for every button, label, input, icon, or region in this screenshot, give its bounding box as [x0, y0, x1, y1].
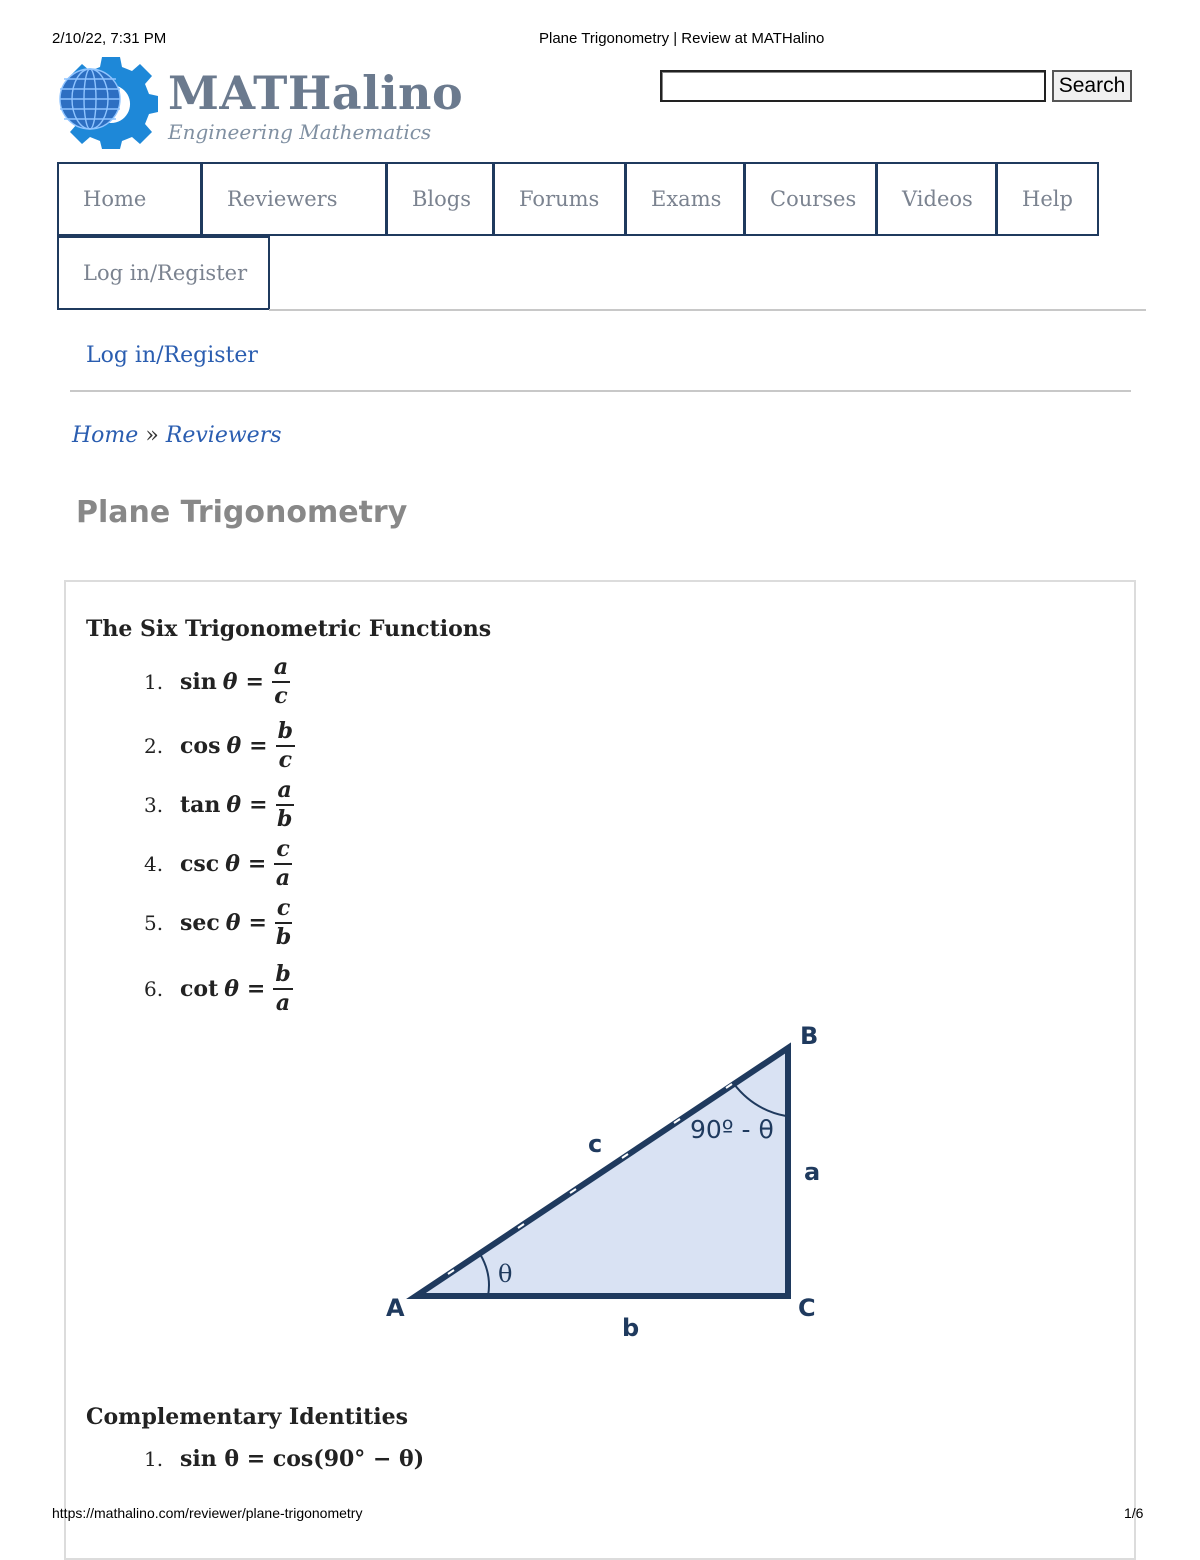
- identity-expression: sin θ = cos(90° − θ): [180, 1446, 425, 1472]
- fraction: [273, 960, 292, 1016]
- equals-sign: =: [246, 976, 266, 1002]
- nav-videos[interactable]: [876, 162, 997, 236]
- nav-label: Blogs: [412, 187, 472, 211]
- nav-label: Home: [83, 187, 147, 211]
- angle-b-label: 90º - θ: [690, 1115, 774, 1144]
- angle-theta-label: θ: [498, 1260, 513, 1288]
- breadcrumb-separator: »: [145, 423, 159, 448]
- section-divider: [70, 390, 1131, 392]
- numerator: b: [276, 720, 295, 747]
- function-name: sec: [180, 910, 220, 936]
- denominator: b: [276, 806, 293, 832]
- nav-label: Forums: [519, 187, 600, 211]
- nav-divider: [269, 309, 1146, 311]
- brand-tagline: Engineering Mathematics: [168, 120, 432, 144]
- brand-name[interactable]: MATHalino: [168, 66, 464, 120]
- side-a-label: a: [804, 1158, 821, 1186]
- fraction: [272, 653, 290, 709]
- nav-label: Exams: [651, 187, 722, 211]
- theta-symbol: θ: [222, 669, 238, 695]
- denominator: b: [275, 924, 292, 950]
- print-title: Plane Trigonometry | Review at MATHalino: [539, 30, 825, 47]
- nav-courses[interactable]: [744, 162, 877, 236]
- nav-exams[interactable]: [625, 162, 745, 236]
- numerator: c: [274, 838, 291, 865]
- equals-sign: =: [245, 669, 264, 695]
- breadcrumb-reviewers[interactable]: Reviewers: [165, 423, 282, 448]
- nav-login-register[interactable]: [57, 236, 270, 310]
- side-c-label: c: [588, 1130, 603, 1158]
- vertex-c-label: C: [798, 1294, 816, 1322]
- fraction: [275, 894, 292, 950]
- denominator: a: [275, 865, 291, 891]
- right-triangle-diagram: [380, 1018, 830, 1350]
- theta-symbol: θ: [224, 976, 239, 1002]
- breadcrumb: [72, 423, 282, 448]
- nav-blogs[interactable]: [386, 162, 494, 236]
- nav-home[interactable]: [57, 162, 202, 236]
- complementary-item: [144, 1446, 424, 1472]
- equals-sign: =: [247, 851, 267, 877]
- breadcrumb-home[interactable]: Home: [72, 423, 139, 448]
- denominator: c: [274, 683, 288, 709]
- triangle-shape: [416, 1048, 788, 1296]
- complementary-heading: Complementary Identities: [86, 1404, 409, 1430]
- equals-sign: =: [249, 733, 268, 759]
- nav-help[interactable]: [996, 162, 1099, 236]
- nav-forums[interactable]: [493, 162, 626, 236]
- function-name: sin: [180, 669, 217, 695]
- denominator: a: [275, 990, 291, 1016]
- function-name: csc: [180, 851, 220, 877]
- item-number: 1.: [144, 670, 164, 694]
- print-url: https://mathalino.com/reviewer/plane-trigonometry: [52, 1505, 363, 1521]
- numerator: a: [276, 779, 294, 806]
- page-title: Plane Trigonometry: [76, 495, 408, 530]
- search-input[interactable]: [660, 70, 1046, 102]
- function-item: [144, 961, 293, 1017]
- nav-label: Log in/Register: [83, 261, 248, 285]
- theta-symbol: θ: [226, 792, 242, 818]
- item-number: 2.: [144, 734, 164, 758]
- functions-heading: The Six Trigonometric Functions: [86, 616, 492, 642]
- item-number: 1.: [144, 1447, 164, 1471]
- equals-sign: =: [248, 910, 267, 936]
- denominator: c: [278, 747, 292, 773]
- nav-label: Courses: [770, 187, 857, 211]
- side-b-label: b: [622, 1314, 640, 1342]
- item-number: 6.: [144, 977, 164, 1001]
- function-item: [144, 654, 290, 710]
- item-number: 4.: [144, 852, 164, 876]
- numerator: a: [272, 656, 290, 683]
- function-name: tan: [180, 792, 221, 818]
- function-name: cos: [180, 733, 221, 759]
- print-page-number: 1/6: [1124, 1505, 1144, 1521]
- function-item: [144, 895, 292, 951]
- vertex-b-label: B: [800, 1022, 819, 1050]
- item-number: 5.: [144, 911, 164, 935]
- numerator: b: [273, 963, 292, 990]
- item-number: 3.: [144, 793, 164, 817]
- nav-label: Help: [1022, 187, 1073, 211]
- nav-label: Reviewers: [227, 187, 338, 211]
- nav-reviewers[interactable]: [201, 162, 387, 236]
- print-datetime: 2/10/22, 7:31 PM: [52, 30, 167, 47]
- equals-sign: =: [249, 792, 268, 818]
- function-name: cot: [180, 976, 219, 1002]
- nav-label: Videos: [902, 187, 973, 211]
- function-item: [144, 718, 295, 774]
- fraction: [276, 717, 295, 773]
- theta-symbol: θ: [226, 733, 242, 759]
- theta-symbol: θ: [225, 851, 240, 877]
- login-register-link[interactable]: Log in/Register: [86, 343, 258, 368]
- fraction: [274, 835, 291, 891]
- numerator: c: [275, 897, 292, 924]
- theta-symbol: θ: [225, 910, 241, 936]
- function-item: [144, 777, 294, 833]
- fraction: [276, 776, 294, 832]
- function-item: [144, 836, 292, 892]
- gear-globe-icon[interactable]: [54, 55, 158, 149]
- search-button[interactable]: Search: [1052, 70, 1132, 102]
- vertex-a-label: A: [386, 1294, 405, 1322]
